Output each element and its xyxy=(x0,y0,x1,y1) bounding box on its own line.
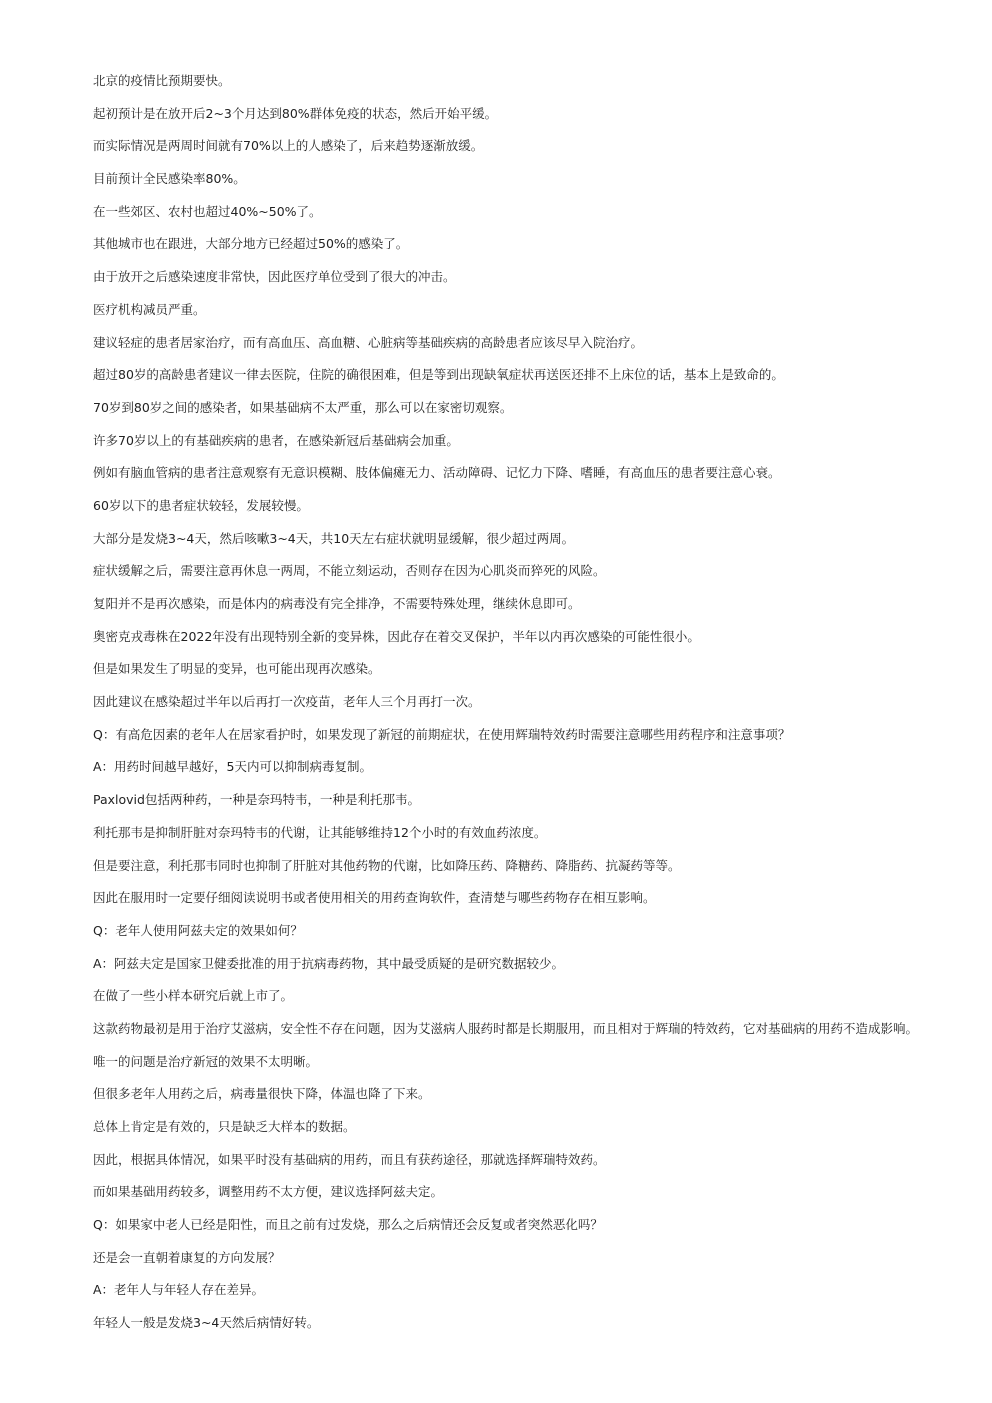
paragraph: Paxlovid包括两种药，一种是奈玛特韦，一种是利托那韦。 xyxy=(93,792,420,808)
paragraph: 由于放开之后感染速度非常快，因此医疗单位受到了很大的冲击。 xyxy=(93,269,456,285)
paragraph: 70岁到80岁之间的感染者，如果基础病不太严重，那么可以在家密切观察。 xyxy=(93,399,513,415)
paragraph: 因此在服用时一定要仔细阅读说明书或者使用相关的用药查询软件，查清楚与哪些药物存在相互影响。 xyxy=(93,890,656,906)
paragraph: 起初预计是在放开后2~3个月达到80%群体免疫的状态，然后开始平缓。 xyxy=(93,105,498,121)
paragraph: 而如果基础用药较多，调整用药不太方便，建议选择阿兹夫定。 xyxy=(93,1184,444,1200)
paragraph: 年轻人一般是发烧3~4天然后病情好转。 xyxy=(93,1315,320,1331)
paragraph: 目前预计全民感染率80%。 xyxy=(93,171,246,187)
question-paragraph: Q：有高危因素的老年人在居家看护时，如果发现了新冠的前期症状，在使用辉瑞特效药时需要注意哪些用药程序和注意事项？ xyxy=(93,726,791,742)
paragraph: 因此建议在感染超过半年以后再打一次疫苗，老年人三个月再打一次。 xyxy=(93,694,481,710)
paragraph: 唯一的问题是治疗新冠的效果不太明晰。 xyxy=(93,1053,319,1069)
document-body xyxy=(93,70,945,1345)
paragraph: 建议轻症的患者居家治疗，而有高血压、高血糖、心脏病等基础疾病的高龄患者应该尽早入院治疗。 xyxy=(93,334,644,350)
paragraph: 例如有脑血管病的患者注意观察有无意识模糊、肢体偏瘫无力、活动障碍、记忆力下降、嗜睡，有高血压的患者要注意心衰。 xyxy=(93,465,781,481)
paragraph: 因此，根据具体情况，如果平时没有基础病的用药，而且有获药途径，那就选择辉瑞特效药。 xyxy=(93,1151,606,1167)
paragraph: 60岁以下的患者症状较轻，发展较慢。 xyxy=(93,497,309,513)
question-paragraph: Q：如果家中老人已经是阳性，而且之前有过发烧，那么之后病情还会反复或者突然恶化吗？ xyxy=(93,1217,603,1233)
paragraph: 医疗机构减员严重。 xyxy=(93,301,206,317)
paragraph: 奥密克戎毒株在2022年没有出现特别全新的变异株，因此存在着交叉保护，半年以内再次感染的可能性很小。 xyxy=(93,628,700,644)
paragraph: 但很多老年人用药之后，病毒量很快下降，体温也降了下来。 xyxy=(93,1086,431,1102)
paragraph: 这款药物最初是用于治疗艾滋病，安全性不存在问题，因为艾滋病人服药时都是长期服用，而且相对于辉瑞的特效药，它对基础病的用药不造成影响。 xyxy=(93,1020,919,1036)
paragraph: 总体上肯定是有效的，只是缺乏大样本的数据。 xyxy=(93,1119,356,1134)
paragraph: 许多70岁以上的有基础疾病的患者，在感染新冠后基础病会加重。 xyxy=(93,432,459,448)
paragraph: 还是会一直朝着康复的方向发展？ xyxy=(93,1249,281,1265)
answer-paragraph: A：老年人与年轻人存在差异。 xyxy=(93,1282,265,1298)
paragraph: 复阳并不是再次感染，而是体内的病毒没有完全排净，不需要特殊处理，继续休息即可。 xyxy=(93,596,581,611)
paragraph: 北京的疫情比预期要快。 xyxy=(93,73,231,88)
question-paragraph: Q：老年人使用阿兹夫定的效果如何？ xyxy=(93,922,303,938)
paragraph: 超过80岁的高龄患者建议一律去医院，住院的确很困难，但是等到出现缺氧症状再送医还排不上床位的话，基本上是致命的。 xyxy=(93,367,784,383)
paragraph: 但是要注意，利托那韦同时也抑制了肝脏对其他药物的代谢，比如降压药、降糖药、降脂药、抗凝药等等。 xyxy=(93,857,681,873)
paragraph: 大部分是发烧3~4天，然后咳嗽3~4天，共10天左右症状就明显缓解，很少超过两周。 xyxy=(93,530,575,546)
answer-paragraph: A：用药时间越早越好，5天内可以抑制病毒复制。 xyxy=(93,759,373,775)
paragraph: 症状缓解之后，需要注意再休息一两周，不能立刻运动，否则存在因为心肌炎而猝死的风险。 xyxy=(93,563,606,579)
paragraph: 而实际情况是两周时间就有70%以上的人感染了，后来趋势逐渐放缓。 xyxy=(93,138,484,154)
paragraph: 其他城市也在跟进，大部分地方已经超过50%的感染了。 xyxy=(93,236,409,252)
paragraph: 但是如果发生了明显的变异，也可能出现再次感染。 xyxy=(93,661,381,677)
paragraph: 在做了一些小样本研究后就上市了。 xyxy=(93,988,294,1004)
answer-paragraph: A：阿兹夫定是国家卫健委批准的用于抗病毒药物，其中最受质疑的是研究数据较少。 xyxy=(93,955,565,971)
paragraph: 在一些郊区、农村也超过40%~50%了。 xyxy=(93,203,322,219)
paragraph: 利托那韦是抑制肝脏对奈玛特韦的代谢，让其能够维持12个小时的有效血药浓度。 xyxy=(93,824,547,840)
